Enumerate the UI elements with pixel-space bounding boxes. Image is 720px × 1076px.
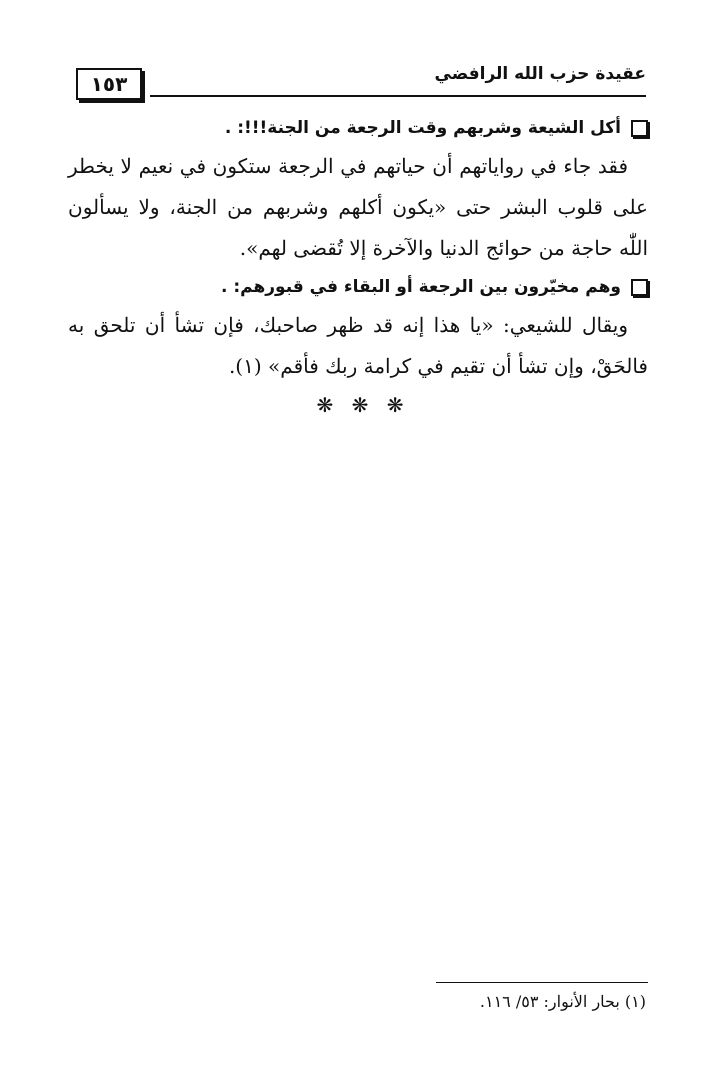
footnote-rule xyxy=(436,982,648,983)
checkbox-icon xyxy=(631,120,648,137)
header-rule xyxy=(150,95,646,97)
checkbox-icon xyxy=(631,279,648,296)
section-heading-1-text: أكل الشيعة وشربهم وقت الرجعة من الجنة!!!: . xyxy=(224,118,621,138)
main-content xyxy=(68,110,648,423)
header-title: عقيدة حزب الله الرافضي xyxy=(434,64,646,84)
section-heading-1 xyxy=(68,110,648,146)
section-heading-2-text: وهم مخيّرون بين الرجعة أو البقاء في قبورهم: . xyxy=(220,277,621,297)
paragraph-1-text: فقد جاء في رواياتهم أن حياتهم في الرجعة ستكون في نعيم لا يخطر على قلوب البشر حتى «يكون أكلهم وشربهم من الجنة، ولا يسألون اللّٰه حاجة من حوائج الدنيا والآخرة إلا تُقضى لهم». xyxy=(68,154,648,260)
paragraph-2-text: ويقال للشيعي: «يا هذا إنه قد ظهر صاحبك، فإن تشأ أن تلحق به فالحَقْ، وإن تشأ أن تقيم في كرامة ربك فأقم» (١). xyxy=(68,313,648,378)
paragraph-1 xyxy=(68,146,648,269)
footnote: (١) بحار الأنوار: ٥٣/ ١١٦. xyxy=(479,992,646,1011)
section-heading-2 xyxy=(68,269,648,305)
paragraph-2 xyxy=(68,305,648,387)
separator-stars: ❋ ❋ ❋ xyxy=(316,393,410,417)
page-number: ١٥٣ xyxy=(76,68,142,100)
